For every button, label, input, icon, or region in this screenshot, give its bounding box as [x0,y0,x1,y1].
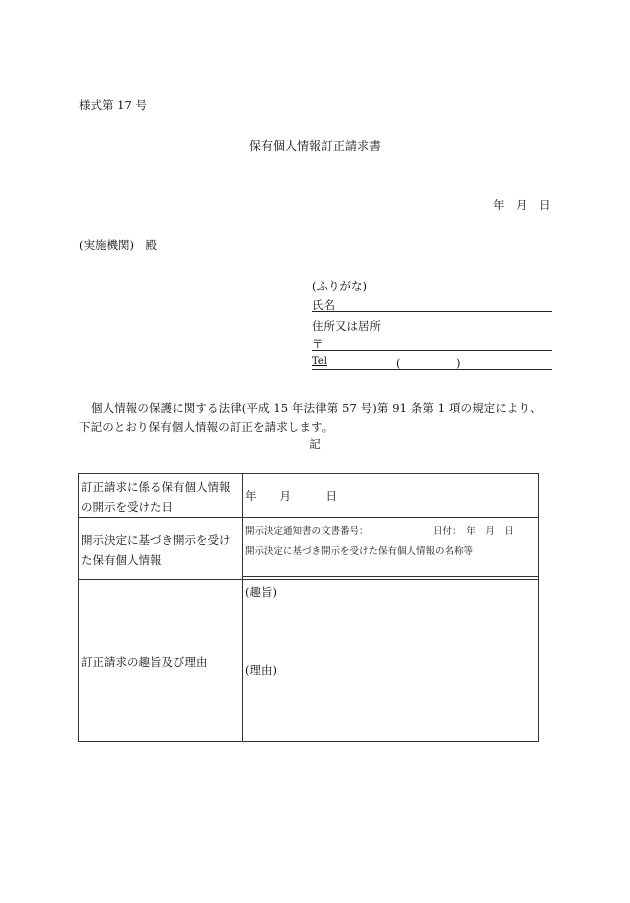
reason-label: (理由) [245,663,277,677]
form-number: 様式第 17 号 [79,98,147,112]
doc-number-label: 開示決定通知書の文書番号： [245,526,369,537]
disclosure-date-label: 訂正請求に係る保有個人情報の開示を受けた日 [79,474,243,518]
addressee: (実施機関) 殿 [79,238,157,252]
name-label: 氏名 [312,298,335,312]
request-date: 年 月 日 [493,198,551,212]
request-table [78,473,539,742]
address-label: 住所又は居所 [312,319,381,333]
disclosure-date-field[interactable] [243,474,539,518]
correction-reason-field[interactable] [243,580,539,742]
disclosed-info-label: 開示決定に基づき開示を受けた保有個人情報 [79,518,243,580]
info-name-label: 開示決定に基づき開示を受けた保有個人情報の名称等 [245,546,474,557]
tel-line[interactable] [312,369,552,370]
correction-reason-label: 訂正請求の趣旨及び理由 [79,580,243,742]
postal-mark: 〒 [312,337,324,351]
tel-label: Tel [312,356,328,367]
furigana-label: (ふりがな) [312,279,367,293]
tel-paren-close: ) [456,356,461,370]
inner-divider [243,576,538,577]
table-row [79,474,539,518]
ki-heading: 記 [309,437,321,451]
address-line[interactable] [312,350,552,351]
table-row [79,518,539,580]
request-statement: 個人情報の保護に関する法律(平成 15 年法律第 57 号)第 91 条第 1 項の規定により、下記のとおり保有個人情報の訂正を請求します。 [79,401,542,434]
notice-date-label: 日付： 年 月 日 [433,526,514,537]
name-line[interactable] [312,311,552,312]
tel-paren-open: ( [396,356,401,370]
document-title: 保有個人情報訂正請求書 [248,139,381,153]
table-row [79,580,539,742]
disclosed-info-field[interactable] [243,518,539,580]
purpose-label: (趣旨) [245,585,277,599]
disclosure-date-value: 年 月 日 [245,489,337,503]
